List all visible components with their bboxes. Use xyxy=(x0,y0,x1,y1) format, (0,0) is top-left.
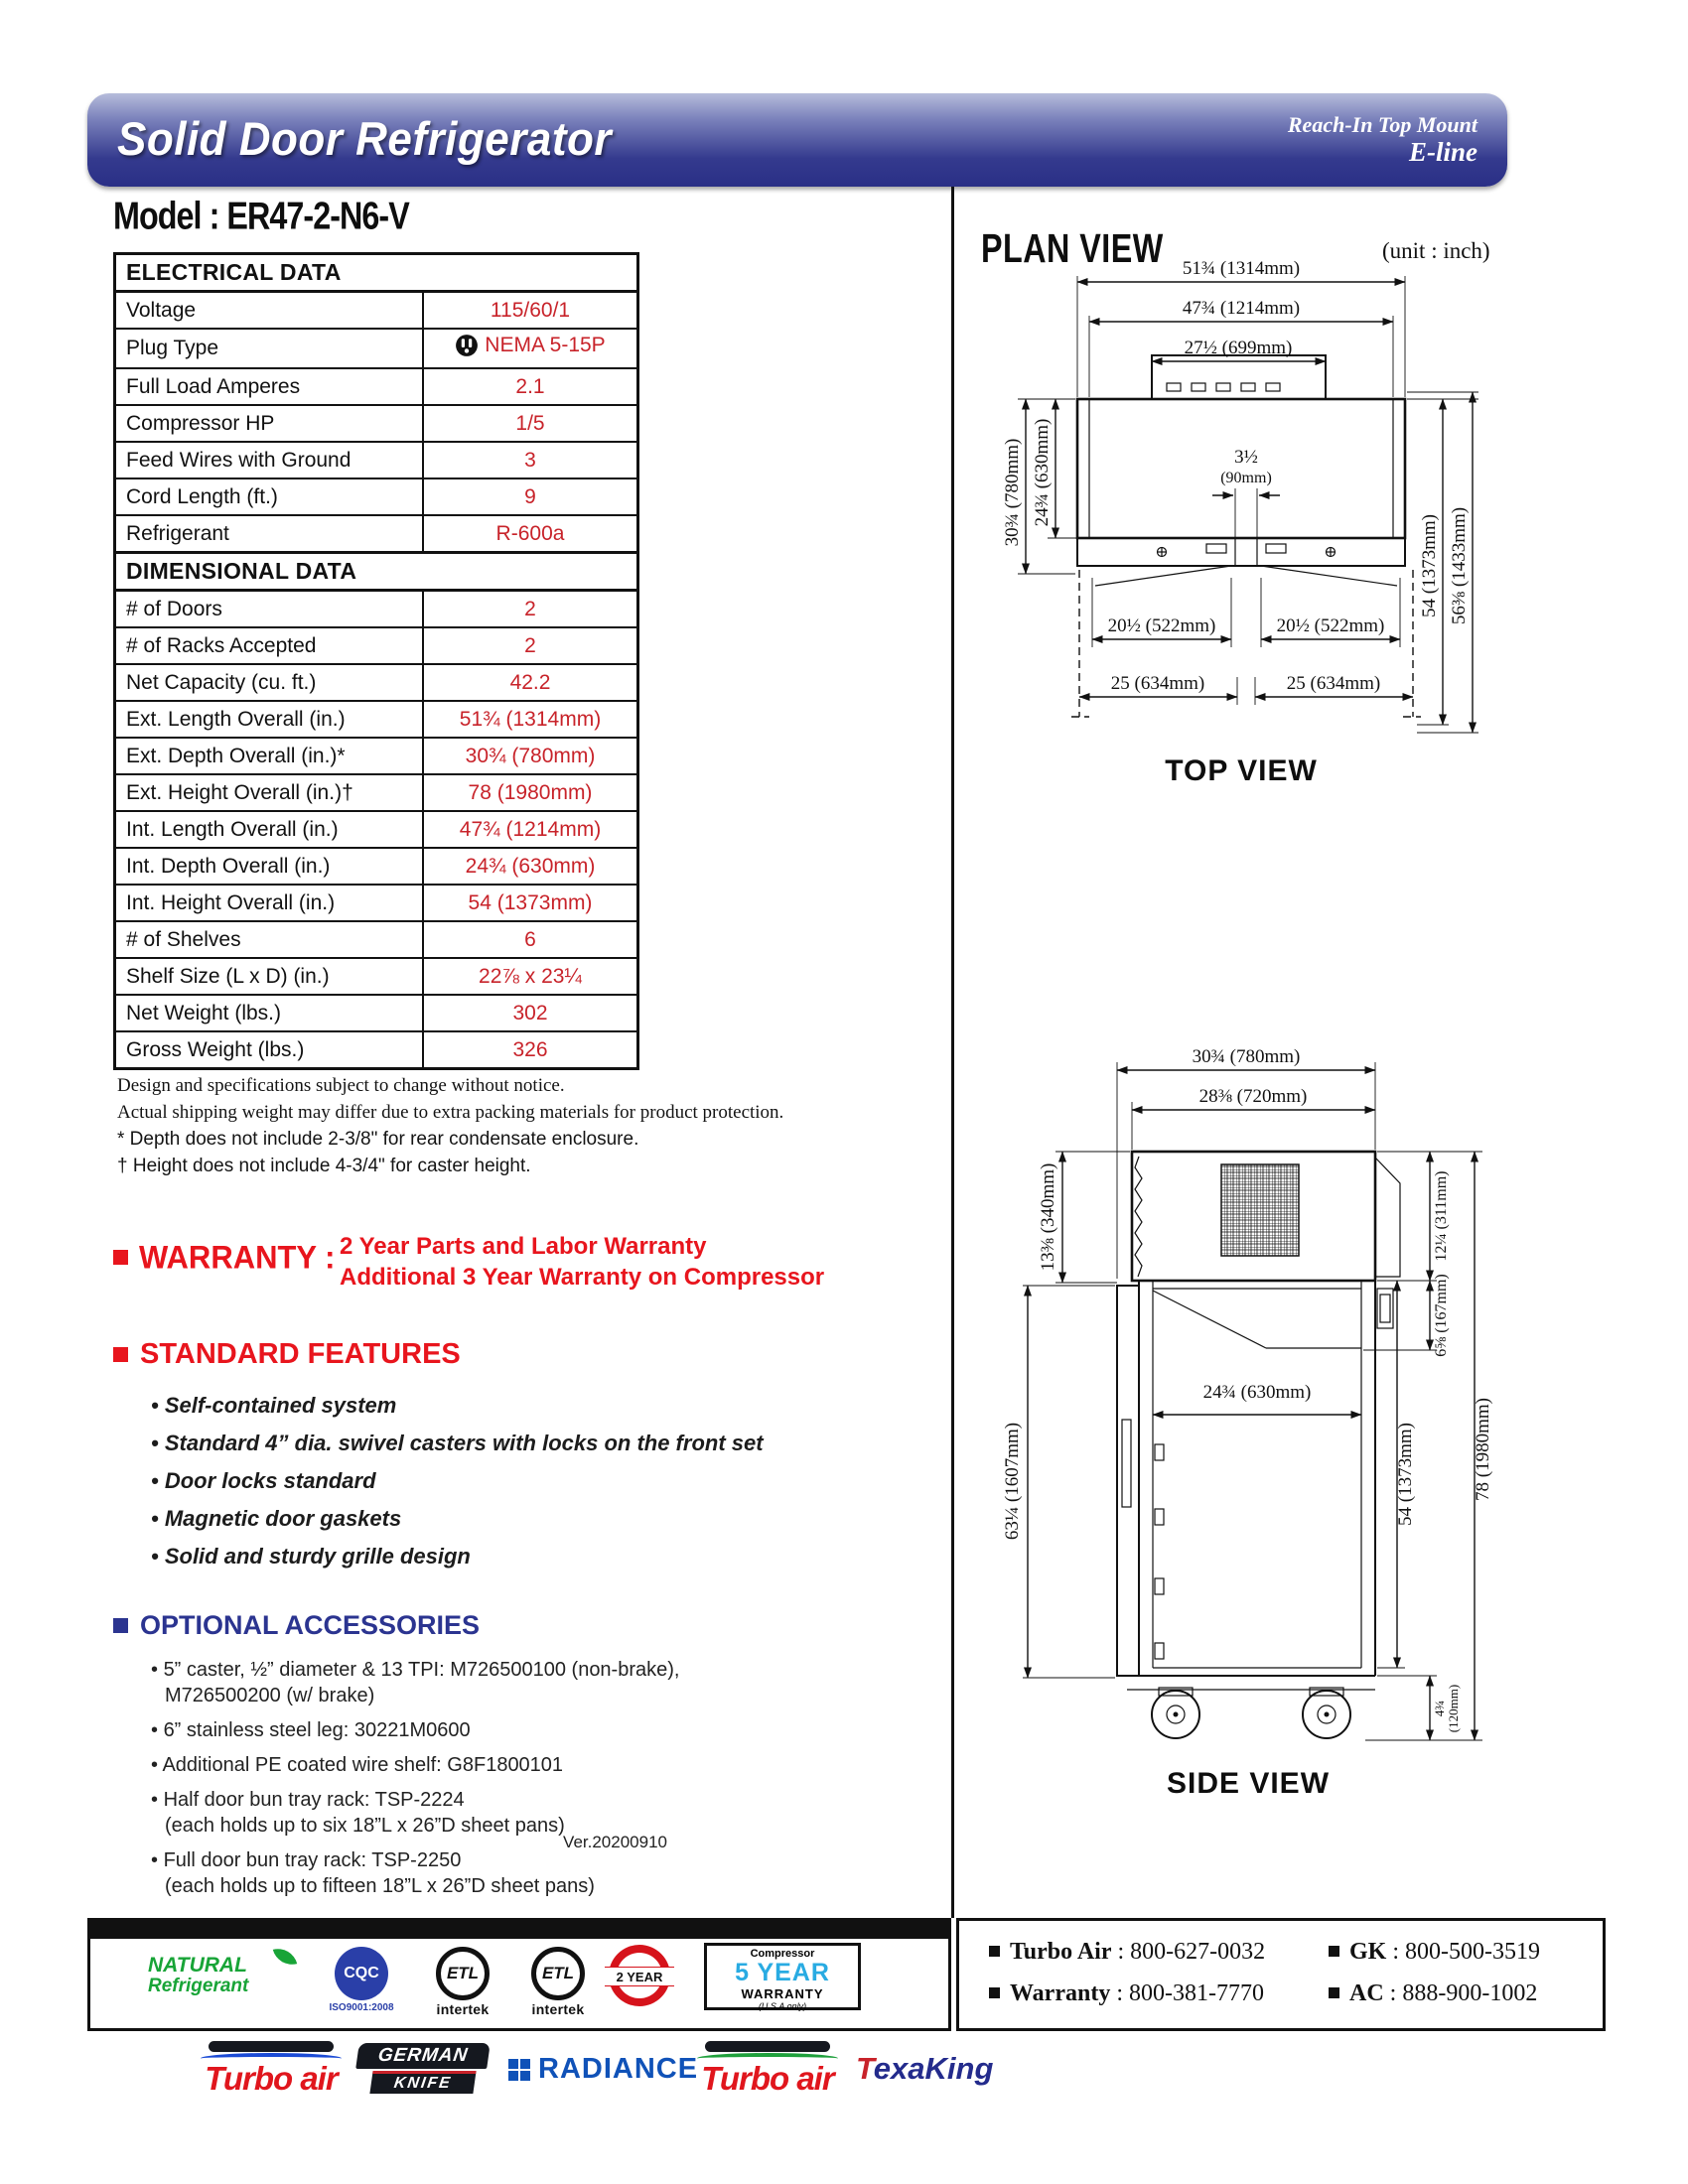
table-row: # of Racks Accepted 2 xyxy=(115,627,638,664)
dim-door-left: 20½ (522mm) xyxy=(1107,615,1216,636)
contact-turbo-air: Turbo Air : 800-627-0032 xyxy=(989,1939,1265,1966)
table-row: Feed Wires with Ground 3 xyxy=(115,442,638,478)
navy-square-bullet xyxy=(113,1618,128,1633)
turbo-air-logo: Turbo air xyxy=(197,2041,346,2098)
spec-table xyxy=(113,252,639,1070)
two-year-warranty-badge xyxy=(609,1945,670,2006)
dim-center-gap-mm: (90mm) xyxy=(1220,470,1272,486)
accessory-item-cont: (each holds up to six 18”L x 26”D sheet pans) xyxy=(165,1815,565,1837)
dim-depth-top: 28⅜ (720mm) xyxy=(1198,1086,1308,1107)
warranty-word: WARRANTY xyxy=(741,1986,824,2001)
feature-item: • Magnetic door gaskets xyxy=(151,1500,764,1538)
nema-plug-icon xyxy=(455,334,479,357)
dim-width-inner: 47¾ (1214mm) xyxy=(1182,298,1301,319)
table-section-dimensional: DIMENSIONAL DATA xyxy=(115,553,638,591)
dim-height-front: 54 (1373mm) xyxy=(1419,514,1440,617)
column-divider xyxy=(951,187,954,1918)
square-bullet xyxy=(1329,1987,1339,1998)
two-year-label: 2 YEAR xyxy=(605,1967,674,1986)
dim-top-section-height: 13⅜ (340mm) xyxy=(1038,1162,1058,1272)
tagline-line2: E-line xyxy=(1408,137,1477,168)
cqc-iso-badge xyxy=(317,1947,406,2013)
natural-line1: NATURAL xyxy=(148,1954,247,1977)
dim-center-gap: 3½ xyxy=(1234,447,1258,468)
table-row: Ext. Depth Overall (in.)* 30¾ (780mm) xyxy=(115,738,638,774)
table-row: Net Capacity (cu. ft.) 42.2 xyxy=(115,664,638,701)
model-title: Model : ER47-2-N6-V xyxy=(113,195,409,238)
accessory-item: • 5” caster, ½” diameter & 13 TPI: M726500100 (non-brake), xyxy=(151,1657,679,1683)
dim-door-right: 20½ (522mm) xyxy=(1276,615,1385,636)
accessory-item: • Half door bun tray rack: TSP-2224 xyxy=(151,1787,679,1813)
warranty-label: WARRANTY : xyxy=(139,1239,336,1276)
cqc-globe-icon: CQC xyxy=(335,1947,388,2000)
cetlus-mark-icon: ETL xyxy=(531,1947,585,2000)
standard-features-list xyxy=(151,1387,764,1575)
table-footnotes xyxy=(117,1072,783,1179)
cetlus-badge xyxy=(513,1947,603,2017)
table-row: Shelf Size (L x D) (in.) 22⅞ x 23¼ xyxy=(115,958,638,995)
warranty-line1: 2 Year Parts and Labor Warranty xyxy=(340,1233,707,1260)
feature-item: • Solid and sturdy grille design xyxy=(151,1538,764,1575)
top-view-label: TOP VIEW xyxy=(1165,754,1318,787)
table-row: Cord Length (ft.) 9 xyxy=(115,478,638,515)
dim-caster-height-mm: (120mm) xyxy=(1446,1684,1461,1733)
table-row: Int. Depth Overall (in.) 24¾ (630mm) xyxy=(115,848,638,885)
warranty-line2: Additional 3 Year Warranty on Compressor xyxy=(340,1264,825,1291)
plan-view-title: PLAN VIEW xyxy=(981,226,1164,272)
dim-width-compressor: 27½ (699mm) xyxy=(1184,338,1293,358)
square-bullet xyxy=(1329,1946,1339,1957)
dim-interior-depth: 24¾ (630mm) xyxy=(1202,1382,1312,1403)
dim-depth-inner: 24¾ (630mm) xyxy=(1032,418,1053,527)
table-row: Voltage 115/60/1 xyxy=(115,292,638,330)
top-view-cabinet-outline xyxy=(1071,355,1421,717)
footnote: † Height does not include 4-3/4" for caster height. xyxy=(117,1156,531,1176)
table-row: Int. Length Overall (in.) 47¾ (1214mm) xyxy=(115,811,638,848)
table-row: Net Weight (lbs.) 302 xyxy=(115,995,638,1031)
version-stamp: Ver.20200910 xyxy=(563,1833,667,1851)
dim-depth-outer: 30¾ (780mm) xyxy=(1192,1046,1301,1067)
logo-banner xyxy=(705,2041,830,2052)
dim-depth-outer: 30¾ (780mm) xyxy=(1002,438,1023,547)
warranty-text xyxy=(340,1231,824,1293)
footnote: Actual shipping weight may differ due to extra packing materials for product protection. xyxy=(117,1102,784,1123)
accessory-item: • Additional PE coated wire shelf: G8F1800101 xyxy=(151,1752,679,1778)
dim-interior-height: 54 (1373mm) xyxy=(1395,1423,1416,1526)
side-view-drawing xyxy=(968,1032,1604,1807)
table-row: # of Shelves 6 xyxy=(115,921,638,958)
table-row: Refrigerant R-600a xyxy=(115,515,638,553)
side-view-cabinet-outline xyxy=(1117,1152,1400,1738)
natural-refrigerant-badge xyxy=(148,1955,248,1996)
usa-only-note: (U.S.A only) xyxy=(758,2001,807,2011)
contact-box xyxy=(956,1918,1606,2031)
square-bullet xyxy=(989,1946,1000,1957)
dim-height-total: 56⅜ (1433mm) xyxy=(1449,506,1470,625)
plan-view-unit: (unit : inch) xyxy=(1382,238,1490,263)
certifications-top-bar xyxy=(90,1921,948,1939)
plug-type-value: NEMA 5-15P xyxy=(485,334,606,356)
radiance-logo: RADIANCE xyxy=(508,2053,698,2086)
table-row: Int. Height Overall (in.) 54 (1373mm) xyxy=(115,885,638,921)
etl-badge xyxy=(418,1947,507,2017)
red-square-bullet xyxy=(113,1347,128,1362)
leaf-icon xyxy=(273,1945,297,1969)
contact-warranty: Warranty : 800-381-7770 xyxy=(989,1980,1264,2007)
dim-width-outer: 51¾ (1314mm) xyxy=(1182,258,1301,279)
compressor-label: Compressor xyxy=(750,1948,815,1960)
dim-grille-height: 6⅝ (167mm) xyxy=(1433,1274,1450,1357)
optional-accessories-list xyxy=(151,1648,679,1899)
dim-swing-left: 25 (634mm) xyxy=(1110,673,1205,694)
table-row: Plug Type NEMA 5-15P xyxy=(115,329,638,368)
feature-item: • Door locks standard xyxy=(151,1462,764,1500)
intertek-label: intertek xyxy=(531,2001,585,2017)
header-taglines xyxy=(1288,112,1477,168)
red-square-bullet xyxy=(113,1250,128,1265)
natural-line2: Refrigerant xyxy=(148,1976,249,1996)
accessory-item-cont: (each holds up to fifteen 18”L x 26”D sheet pans) xyxy=(165,1875,595,1897)
logo-banner xyxy=(209,2041,334,2052)
five-year-warranty-badge xyxy=(704,1943,861,2010)
page-title: Solid Door Refrigerator xyxy=(117,113,612,166)
feature-item: • Self-contained system xyxy=(151,1387,764,1425)
warranty-section xyxy=(113,1229,947,1308)
table-row: Ext. Length Overall (in.) 51¾ (1314mm) xyxy=(115,701,638,738)
tagline-line1: Reach-In Top Mount xyxy=(1287,111,1477,137)
dim-door-height: 63¼ (1607mm) xyxy=(1002,1422,1023,1541)
radiance-grid-icon xyxy=(508,2059,530,2081)
table-section-electrical: ELECTRICAL DATA xyxy=(115,254,638,292)
intertek-label: intertek xyxy=(436,2001,490,2017)
certifications-box xyxy=(87,1918,951,2031)
footnote: Design and specifications subject to change without notice. xyxy=(117,1075,565,1096)
optional-accessories-title: OPTIONAL ACCESSORIES xyxy=(140,1610,481,1640)
contact-ac: AC : 888-900-1002 xyxy=(1329,1980,1537,2007)
top-view-drawing xyxy=(968,250,1604,791)
turbo-air-logo-green: Turbo air xyxy=(693,2041,842,2098)
side-view-label: SIDE VIEW xyxy=(1166,1767,1331,1800)
top-view-dimension-labels xyxy=(1002,258,1470,787)
iso-label: ISO9001:2008 xyxy=(329,2002,394,2013)
standard-features-title: STANDARD FEATURES xyxy=(140,1338,461,1370)
table-row: Gross Weight (lbs.) 326 xyxy=(115,1031,638,1069)
dim-swing-right: 25 (634mm) xyxy=(1286,673,1381,694)
texaking-logo: TexaKing xyxy=(856,2051,994,2086)
side-view-dimension-labels xyxy=(1002,1046,1493,1800)
table-row: Compressor HP 1/5 xyxy=(115,405,638,442)
accessory-item: • Full door bun tray rack: TSP-2250 xyxy=(151,1847,679,1873)
table-row: # of Doors 2 xyxy=(115,591,638,628)
dim-caster-height: 4¾ xyxy=(1432,1700,1447,1717)
dim-total-height: 78 (1980mm) xyxy=(1473,1398,1493,1501)
accessory-item: • 6” stainless steel leg: 30221M0600 xyxy=(151,1717,679,1743)
square-bullet xyxy=(989,1987,1000,1998)
contact-gk: GK : 800-500-3519 xyxy=(1329,1939,1540,1966)
etl-mark-icon: ETL xyxy=(436,1947,490,2000)
table-row: Ext. Height Overall (in.)† 78 (1980mm) xyxy=(115,774,638,811)
five-year-label: 5 YEAR xyxy=(735,1959,830,1986)
header-banner xyxy=(87,93,1507,187)
table-row: Full Load Amperes 2.1 xyxy=(115,368,638,405)
accessory-item-cont: M726500200 (w/ brake) xyxy=(165,1685,375,1706)
footnote: * Depth does not include 2-3/8" for rear condensate enclosure. xyxy=(117,1129,639,1150)
dim-compressor-height: 12¼ (311mm) xyxy=(1433,1170,1450,1262)
german-knife-logo: GERMAN KNIFE xyxy=(357,2043,489,2094)
feature-item: • Standard 4” dia. swivel casters with locks on the front set xyxy=(151,1425,764,1462)
